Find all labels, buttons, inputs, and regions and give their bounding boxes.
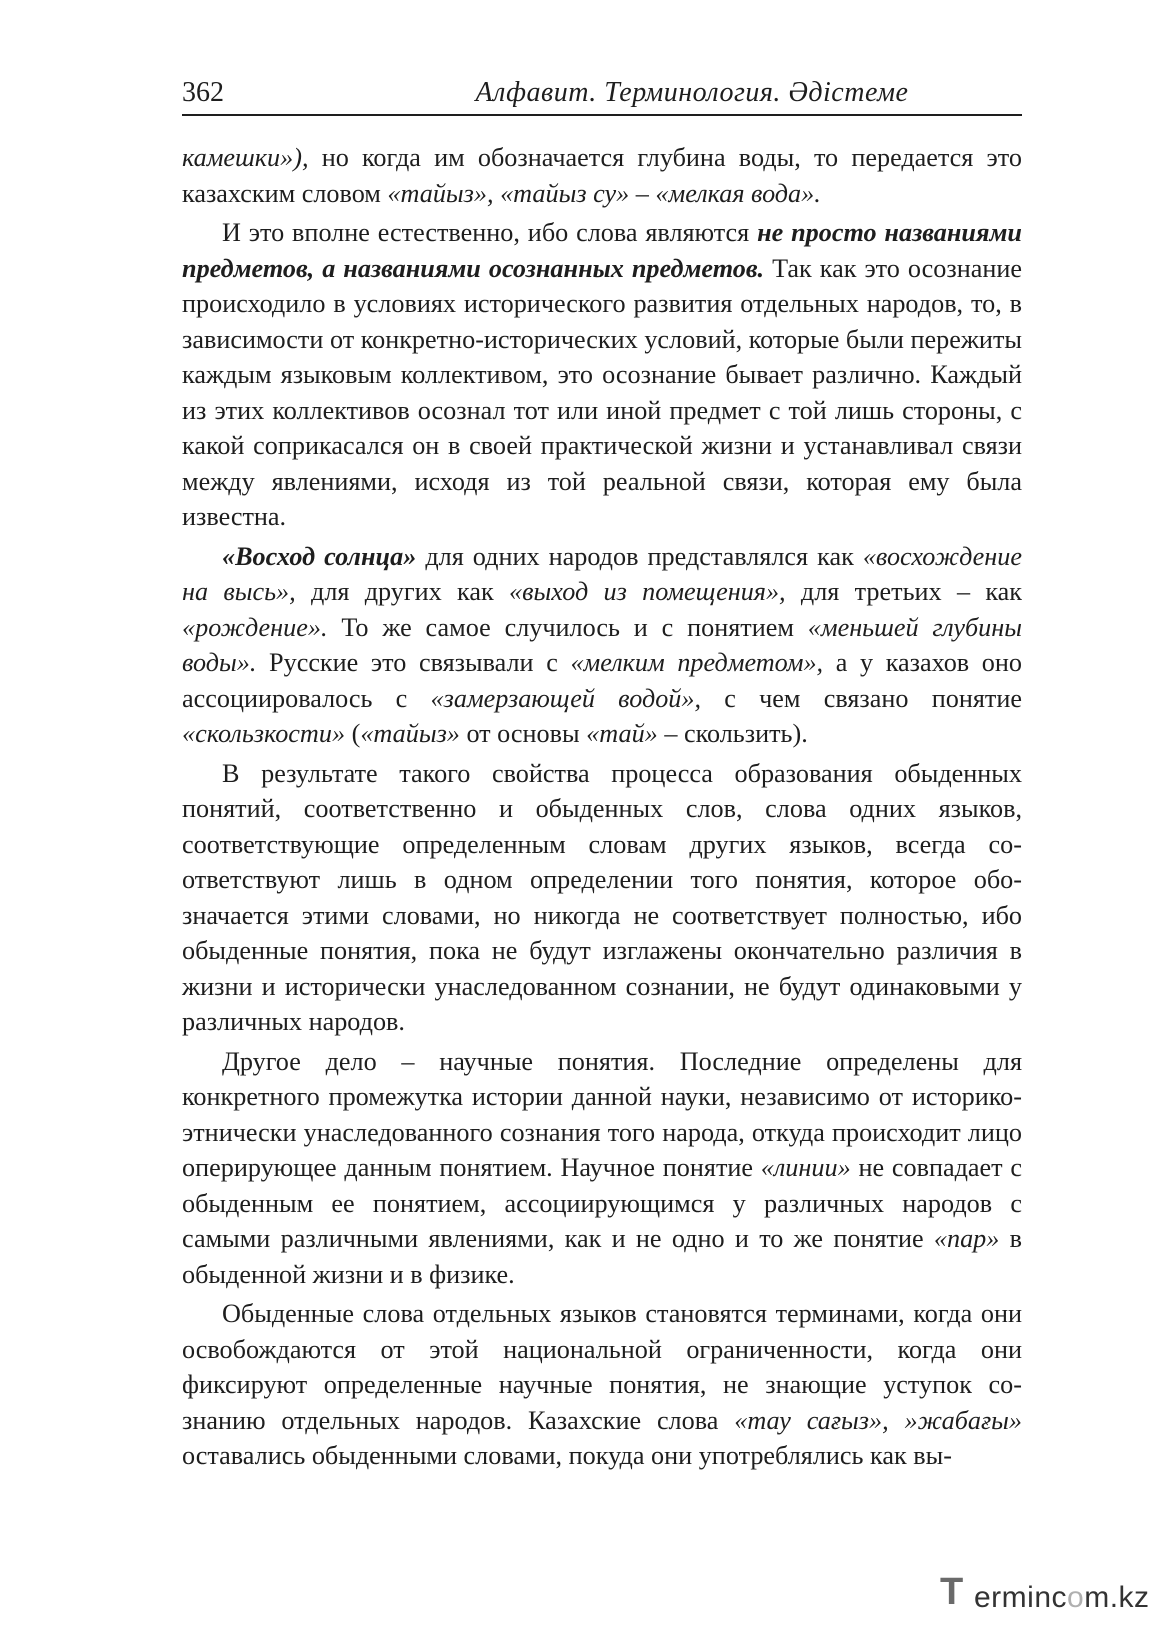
text-span: для одних народов представлялся как (416, 541, 863, 571)
paragraph-3 (182, 539, 1022, 752)
text-span: «меньшей глубины воды». (182, 612, 1022, 677)
paragraph-4 (182, 756, 1022, 1040)
text-span: «тайыз», «тайыз су» – «мелкая вода». (387, 178, 821, 208)
text-span: «восхождение на высь», (182, 541, 1022, 606)
text-span: Русские это связывали с (256, 648, 571, 677)
text-span: «линии» (760, 1153, 851, 1182)
text-span: Другое дело – научные понятия. Последние определены для конкретного промежутка истории данной науки, независимо от историко-этнически унаследованного сознания того народа, откуда происходит лицо оперирующее данным понятием. Научное понятие (182, 1046, 1022, 1182)
page-body (182, 140, 1022, 1474)
emphasis-span: «Восход солнца» (222, 541, 417, 571)
text-span: но когда им обозначается глубина воды, то передается это казахским словом (182, 143, 1022, 208)
watermark-search-o: o (1067, 1581, 1085, 1614)
paragraph-6 (182, 1296, 1022, 1474)
text-span: ( (345, 719, 361, 748)
text-span: в обыденной жизни и в физике. (182, 1224, 1022, 1289)
text-span: «замерзающей водой», (430, 683, 702, 713)
text-span: То же самое случилось и с понятием (327, 612, 808, 642)
text-span: В результате такого свойства процесса образования обыденных понятий, соответственно и обыденных слов, слова одних языков, соответствующие определенным словам других языков, всегда соответствуют лишь в одном определении того понятия, которое обозначается этими словами, но никогда не соответствует полностью, ибо обыденные понятия, пока не будут изглажены окончательно различия в жизни и исторически унаследованном сознании, не будут одинаковыми у различных народов. (182, 758, 1022, 1036)
text-span: «пар» (933, 1224, 1000, 1253)
text-span: «тайыз» (360, 719, 460, 748)
text-span: для третьих – как (785, 577, 1023, 606)
termincom-watermark-logo (940, 1566, 1150, 1624)
text-span: «рождение». (182, 612, 328, 642)
text-span: а у казахов оно ассоциировалось с (182, 648, 1022, 713)
page-header (182, 76, 1022, 116)
text-span: – скользить). (657, 719, 808, 748)
text-span: «скользкости» (182, 719, 346, 748)
running-title: Алфавит. Терминология. Әдістеме (475, 77, 909, 108)
text-span: Так как это осознание происходило в условиях исторического развития отдельных народов, то, в зависимости от конкретно-исторических условий, которые были пережиты каждым языковым коллективом, это осознание бывает различно. Каждый из этих коллективов осознал тот или иной предмет с той лишь стороны, с какой соприкасался он в своей практической жизни и устанавливал связи между явлениями, исходя из той реальной связи, которая ему была известна. (182, 253, 1022, 531)
text-span: «тау сағыз», »жабағы» (734, 1405, 1023, 1435)
paragraph-5 (182, 1044, 1022, 1293)
emphasis-span: не просто названиями предметов, а названиями осознанных предметов. (182, 218, 1022, 283)
text-span: с чем связано понятие (701, 683, 1022, 713)
text-span: «выход из помещения», (509, 577, 786, 606)
text-span: И это вполне естественно, ибо слова являются (222, 218, 758, 247)
text-span: «мелким предметом», (570, 648, 824, 677)
text-span: от основы (459, 719, 587, 748)
watermark-text-part: erminc (974, 1581, 1068, 1614)
text-span: камешки»), (182, 143, 309, 172)
text-span: «тай» (586, 719, 658, 748)
watermark-letter-t: T (940, 1571, 964, 1613)
watermark-text (974, 1580, 1150, 1616)
text-span: Обыденные слова отдельных языков становятся терминами, когда они освобождаются от этой национальной ограниченности, когда они фиксируют определенные научные понятия, не знающие уступок сознанию отдельных народов. Казахские слова (182, 1299, 1022, 1435)
page-number: 362 (182, 77, 224, 108)
paragraph-1 (182, 140, 1022, 211)
watermark-text-part: m.kz (1084, 1581, 1150, 1614)
text-span: оставались обыденными словами, покуда они употреблялись как вы- (182, 1441, 952, 1470)
paragraph-2 (182, 215, 1022, 535)
text-span: не совпадает с обыденным ее понятием, ассоциирующимся у различных народов с самыми различными явлениями, как и не одно и то же понятие (182, 1153, 1022, 1253)
text-span: для других как (295, 577, 510, 606)
